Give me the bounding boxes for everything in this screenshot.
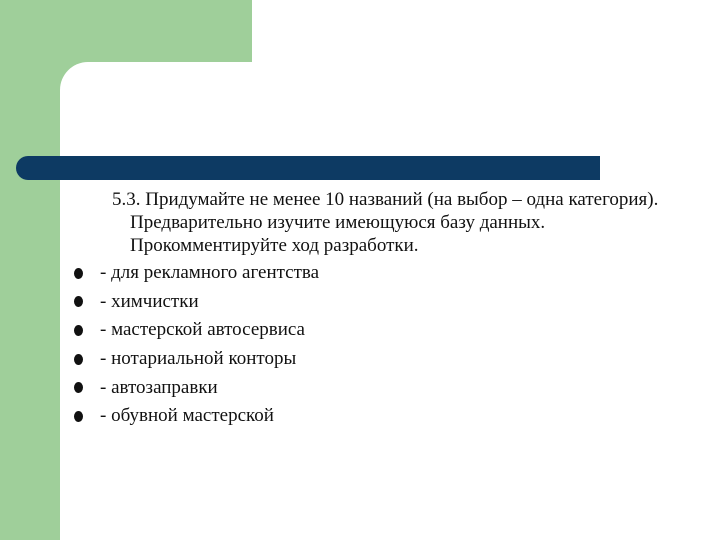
list-item: [70, 345, 670, 374]
list-item-text: - автозаправки: [100, 376, 218, 398]
bullet-icon: [74, 296, 83, 307]
list-item: [70, 288, 670, 317]
list-item-text: - обувной мастерской: [100, 405, 274, 427]
title-bar: [16, 156, 600, 180]
slide-content: [70, 188, 670, 431]
list-item-text: - мастерской автосервиса: [100, 319, 305, 341]
list-item-text: - для рекламного агентства: [100, 262, 320, 284]
list-item-text: - химчистки: [100, 290, 199, 312]
list-item: [70, 373, 670, 402]
bullet-icon: [74, 411, 83, 422]
bullet-icon: [74, 268, 83, 279]
list-item: [70, 316, 670, 345]
bullet-icon: [74, 325, 83, 336]
task-intro-text: 5.3. Придумайте не менее 10 названий (на выбор – одна категория). Предварительно изучите имеющуюся базу данных. Прокомментируйте ход разработки.: [112, 189, 659, 256]
list-item-text: - нотариальной конторы: [100, 348, 297, 370]
bullet-icon: [74, 354, 83, 365]
bullet-icon: [74, 382, 83, 393]
category-list: [70, 259, 670, 431]
list-item: [70, 259, 670, 288]
list-item: [70, 402, 670, 431]
